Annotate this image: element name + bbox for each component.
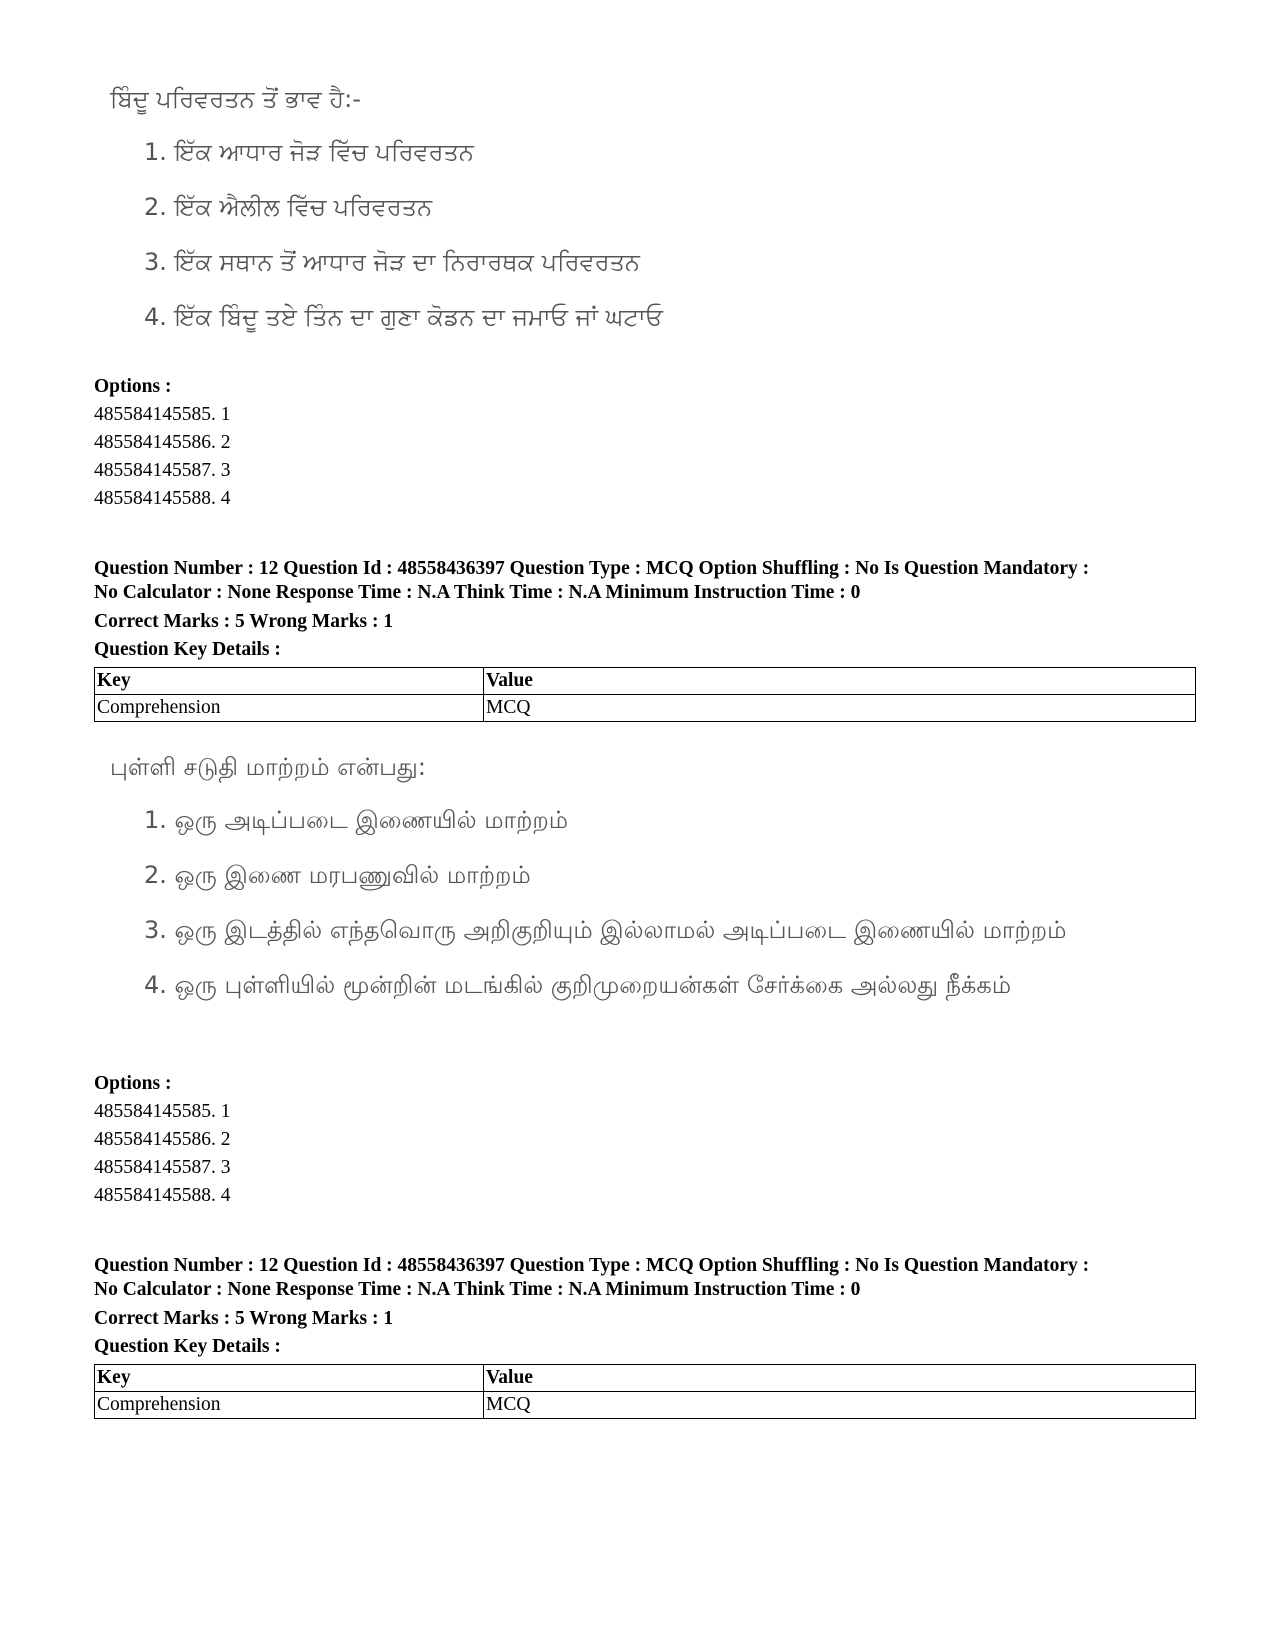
option-item: 485584145586. 2 (94, 432, 231, 453)
marks-line: Correct Marks : 5 Wrong Marks : 1 (94, 611, 394, 632)
question-option-3: 3. ਇੱਕ ਸਥਾਨ ਤੋਂ ਆਧਾਰ ਜੋੜ ਦਾ ਨਿਰਾਰਥਕ ਪਰਿਵਰਤਨ (144, 248, 640, 276)
options-label: Options : (94, 1073, 172, 1094)
question-stem: புள்ளி சடுதி மாற்றம் என்பது: (110, 753, 426, 781)
key-details-label: Question Key Details : (94, 1336, 281, 1357)
table-header-row (95, 668, 1196, 695)
question-meta-line2: No Calculator : None Response Time : N.A Think Time : N.A Minimum Instruction Time : 0 (94, 582, 861, 603)
question-image-punjabi (110, 84, 750, 356)
marks-line: Correct Marks : 5 Wrong Marks : 1 (94, 1308, 394, 1329)
table-row (95, 695, 1196, 722)
table-header-value: Value (484, 1365, 1196, 1392)
key-details-table (94, 1364, 1196, 1419)
key-details-label: Question Key Details : (94, 639, 281, 660)
question-option-1: 1. ஒரு அடிப்படை இணையில் மாற்றம் (144, 806, 569, 834)
question-option-4: 4. ஒரு புள்ளியில் மூன்றின் மடங்கில் குறிமுறையன்கள் சேர்க்கை அல்லது நீக்கம் (144, 971, 1012, 999)
question-stem: ਬਿੰਦੂ ਪਰਿਵਰਤਨ ਤੋਂ ਭਾਵ ਹੈ:- (110, 85, 361, 113)
question-option-2: 2. ஒரு இணை மரபணுவில் மாற்றம் (144, 861, 531, 889)
question-option-2: 2. ਇੱਕ ਐਲੀਲ ਵਿੱਚ ਪਰਿਵਰਤਨ (144, 193, 433, 221)
question-option-1: 1. ਇੱਕ ਆਧਾਰ ਜੋੜ ਵਿੱਚ ਪਰਿਵਰਤਨ (144, 138, 474, 166)
option-item: 485584145587. 3 (94, 460, 231, 481)
option-item: 485584145588. 4 (94, 1185, 231, 1206)
table-header-key: Key (95, 1365, 484, 1392)
table-row (95, 1392, 1196, 1419)
table-cell-key: Comprehension (95, 695, 484, 722)
question-meta (94, 1254, 1196, 1419)
question-meta-line1: Question Number : 12 Question Id : 48558436397 Question Type : MCQ Option Shuffling : No Is Question Mandatory : (94, 558, 1090, 579)
table-header-key: Key (95, 668, 484, 695)
question-image-tamil (110, 752, 1170, 1024)
question-option-3: 3. ஒரு இடத்தில் எந்தவொரு அறிகுறியும் இல்லாமல் அடிப்படை இணையில் மாற்றம் (144, 916, 1067, 944)
table-header-row (95, 1365, 1196, 1392)
option-item: 485584145585. 1 (94, 1101, 231, 1122)
question-meta (94, 557, 1196, 722)
options-block (94, 373, 1196, 513)
options-block (94, 1070, 1196, 1210)
table-header-value: Value (484, 668, 1196, 695)
question-option-4: 4. ਇੱਕ ਬਿੰਦੂ ਤਏ ਤਿੰਨ ਦਾ ਗੁਣਾ ਕੋਡਨ ਦਾ ਜਮਾਓ ਜਾਂ ਘਟਾਓ (144, 303, 663, 331)
option-item: 485584145587. 3 (94, 1157, 231, 1178)
question-meta-line2: No Calculator : None Response Time : N.A Think Time : N.A Minimum Instruction Time : 0 (94, 1279, 861, 1300)
option-item: 485584145586. 2 (94, 1129, 231, 1150)
table-cell-value: MCQ (484, 1392, 1196, 1419)
table-cell-key: Comprehension (95, 1392, 484, 1419)
key-details-table (94, 667, 1196, 722)
option-item: 485584145585. 1 (94, 404, 231, 425)
question-meta-line1: Question Number : 12 Question Id : 48558436397 Question Type : MCQ Option Shuffling : No Is Question Mandatory : (94, 1255, 1090, 1276)
option-item: 485584145588. 4 (94, 488, 231, 509)
table-cell-value: MCQ (484, 695, 1196, 722)
options-label: Options : (94, 376, 172, 397)
